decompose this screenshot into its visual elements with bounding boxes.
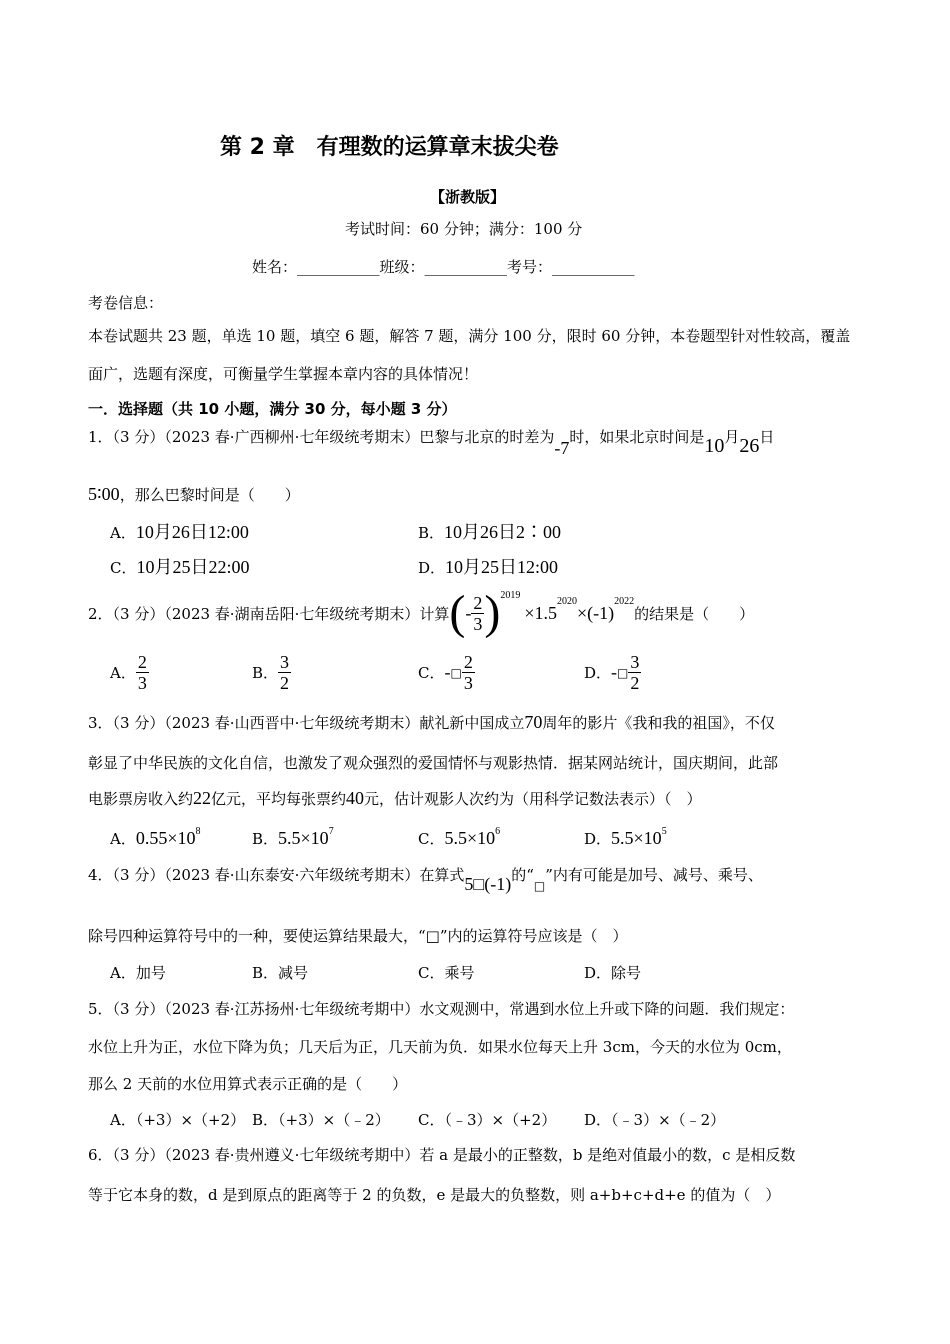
q4-text-c: ”内有可能是加号、减号、乘号、: [545, 866, 763, 884]
q1-stem-line-2: [88, 484, 300, 505]
section-heading: 一．选择题（共 10 小题，满分 30 分，每小题 3 分）: [88, 400, 457, 418]
q4-line-2: 除号四种运算符号中的一种，要使运算结果最大，“□”内的运算符号应该是（ ）: [88, 927, 628, 945]
q2-text-b: 的结果是（ ）: [634, 604, 755, 623]
q4-option-b[interactable]: B．减号: [252, 964, 309, 982]
placeholder-box-icon: □: [617, 665, 629, 680]
option-fraction: [628, 652, 641, 693]
q1-month-char: 月: [724, 428, 740, 446]
placeholder-box-icon: □: [450, 665, 462, 680]
option-exponent: 7: [328, 826, 334, 837]
info-heading: 考卷信息：: [88, 294, 164, 312]
option-label: C．: [418, 664, 445, 682]
q3-num-40: 40: [346, 788, 365, 808]
q5-line-1: 5．（3 分）（2023 春·江苏扬州·七年级统考期中）水文观测中，常遇到水位上升或下降的问题．我们规定：: [88, 1000, 795, 1018]
q1-time: 5∶00: [88, 484, 120, 504]
option-value: 10月26日12:00: [135, 522, 249, 542]
q3-option-c[interactable]: [418, 826, 500, 849]
q5-option-a[interactable]: A．（+3）×（+2）: [110, 1111, 246, 1129]
q1-stem: [88, 425, 775, 458]
placeholder-box-icon: □: [533, 879, 546, 893]
option-label: A．: [110, 664, 136, 682]
q3-line-1: [88, 712, 775, 733]
info-line-2: 面广，选题有深度，可衡量学生掌握本章内容的具体情况！: [88, 365, 479, 383]
q2-neg-one: (-1): [587, 602, 615, 623]
q1-text-b: 时，如果北京时间是: [569, 428, 705, 446]
q4-option-a[interactable]: A．加号: [110, 964, 166, 982]
student-info-line: 姓名：___________班级：___________考号：___________: [252, 258, 635, 276]
numerator: 2: [463, 652, 473, 672]
option-exponent: 6: [495, 826, 501, 837]
q5-line-2: 水位上升为正，水位下降为负；几天后为正，几天前为负．如果水位每天上升 3cm，今天的水位为 0cm，: [88, 1038, 792, 1056]
denominator: 2: [280, 673, 290, 693]
q1-day-char: 日: [759, 428, 775, 446]
option-value: 5.5×10: [278, 828, 329, 848]
q4-text-a: 4．（3 分）（2023 春·山东泰安·六年级统考期末）在算式: [88, 866, 465, 884]
option-value: 5.5×10: [444, 828, 496, 848]
q1-month-num: 10: [704, 435, 725, 457]
option-label: C．: [110, 559, 137, 577]
q3-option-d[interactable]: [584, 826, 667, 849]
q3-text-b: 周年的影片《我和我的祖国》，不仅: [542, 714, 775, 732]
denominator: 3: [463, 673, 473, 693]
q3-text-d: 亿元，平均每张票约: [211, 790, 347, 808]
q2-exp-2: 2020: [556, 596, 577, 607]
option-value: 10月25日22:00: [136, 557, 250, 577]
exam-time: 考试时间：60 分钟；满分：100 分: [345, 220, 583, 238]
left-paren: (: [449, 586, 466, 639]
option-label: A．: [110, 830, 136, 848]
denominator: 3: [473, 613, 483, 634]
q3-line-2: 彰显了中华民族的文化自信，也激发了观众强烈的爱国情怀与观影热情．据某网站统计，国庆期间，此部: [88, 754, 779, 772]
q3-num-22: 22: [193, 788, 212, 808]
q1-option-a[interactable]: [110, 518, 249, 544]
q3-num-70: 70: [524, 712, 543, 732]
q1-value-neg7: -7: [554, 438, 570, 458]
q2-exp-1: 2019: [500, 590, 521, 601]
option-label: B．: [252, 664, 279, 682]
option-fraction: [462, 652, 475, 693]
q5-option-c[interactable]: C．（﹣3）×（+2）: [418, 1111, 557, 1129]
q4-option-d[interactable]: D．除号: [584, 964, 642, 982]
q2-frac-sign: -: [465, 602, 472, 623]
denominator: 2: [630, 673, 640, 693]
q1-option-b[interactable]: [418, 518, 561, 544]
page-title: 第 2 章 有理数的运算章末拔尖卷: [220, 135, 559, 160]
q4-line-1: [88, 864, 763, 894]
q1-option-c[interactable]: [110, 553, 250, 579]
q6-line-2: 等于它本身的数，d 是到原点的距离等于 2 的负数，e 是最大的负整数，则 a+b+c+d+e 的值为（ ）: [88, 1186, 781, 1204]
option-exponent: 5: [661, 826, 667, 837]
q6-line-1: 6．（3 分）（2023 春·贵州遵义·七年级统考期中）若 a 是最小的正整数，b 是绝对值最小的数，c 是相反数: [88, 1146, 796, 1164]
option-label: D．: [584, 664, 612, 682]
edition-label: 【浙教版】: [430, 188, 506, 206]
option-value: 10月25日12:00: [445, 557, 559, 577]
option-label: B．: [418, 524, 445, 542]
option-sign: -: [444, 662, 451, 682]
option-label: D．: [584, 830, 612, 848]
numerator: 2: [137, 652, 147, 672]
q5-option-d[interactable]: D．（﹣3）×（﹣2）: [584, 1111, 726, 1129]
right-paren: ): [484, 586, 501, 639]
numerator: 3: [280, 652, 290, 672]
option-value: 0.55×10: [135, 828, 196, 848]
q1-text-c: ，那么巴黎时间是（ ）: [119, 486, 300, 504]
q5-option-b[interactable]: B．（+3）×（﹣2）: [252, 1111, 390, 1129]
option-label: C．: [418, 830, 445, 848]
option-fraction: [278, 652, 291, 693]
numerator: 2: [473, 592, 483, 613]
q4-option-c[interactable]: C．乘号: [418, 964, 475, 982]
q2-stem: [88, 588, 754, 638]
q2-text-a: 2．（3 分）（2023 春·湖南岳阳·七年级统考期末）计算: [88, 604, 450, 623]
option-value: 5.5×10: [611, 828, 662, 848]
q2-exp-3: 2022: [614, 596, 635, 607]
q2-times-1: ×1.5: [524, 602, 557, 623]
option-fraction: [136, 652, 149, 693]
q3-option-b[interactable]: [252, 826, 334, 849]
numerator: 3: [630, 652, 640, 672]
info-line-1: 本卷试题共 23 题，单选 10 题，填空 6 题，解答 7 题，满分 100 分，限时 60 分钟，本卷题型针对性较高，覆盖: [88, 327, 851, 345]
q3-text-a: 3．（3 分）（2023 春·山西晋中·七年级统考期末）献礼新中国成立: [88, 714, 525, 732]
q3-line-3: [88, 788, 702, 809]
q2-times-2: ×: [576, 602, 588, 623]
q4-expression: 5□(-1): [464, 874, 512, 894]
q2-option-b[interactable]: [252, 652, 291, 693]
option-label: D．: [418, 559, 446, 577]
q1-text-a: 1．（3 分）（2023 春·广西柳州·七年级统考期末）巴黎与北京的时差为: [88, 428, 555, 446]
q2-option-c[interactable]: [418, 652, 475, 693]
q2-option-a[interactable]: [110, 652, 149, 693]
q2-option-d[interactable]: [584, 652, 641, 693]
option-sign: -: [611, 662, 618, 682]
q1-option-d[interactable]: [418, 553, 558, 579]
option-label: B．: [252, 830, 279, 848]
q3-text-c: 电影票房收入约: [88, 790, 194, 808]
q3-option-a[interactable]: [110, 826, 201, 849]
q2-fraction: [471, 593, 484, 634]
option-label: A．: [110, 524, 136, 542]
option-exponent: 8: [195, 826, 201, 837]
denominator: 3: [137, 673, 147, 693]
q4-text-b: 的“: [511, 866, 534, 884]
option-value: 10月26日2∶00: [444, 522, 562, 542]
q5-line-3: 那么 2 天前的水位用算式表示正确的是（ ）: [88, 1075, 408, 1093]
q3-text-e: 元，估计观影人次约为（用科学记数法表示）（ ）: [364, 790, 702, 808]
q1-day-num: 26: [739, 435, 760, 457]
